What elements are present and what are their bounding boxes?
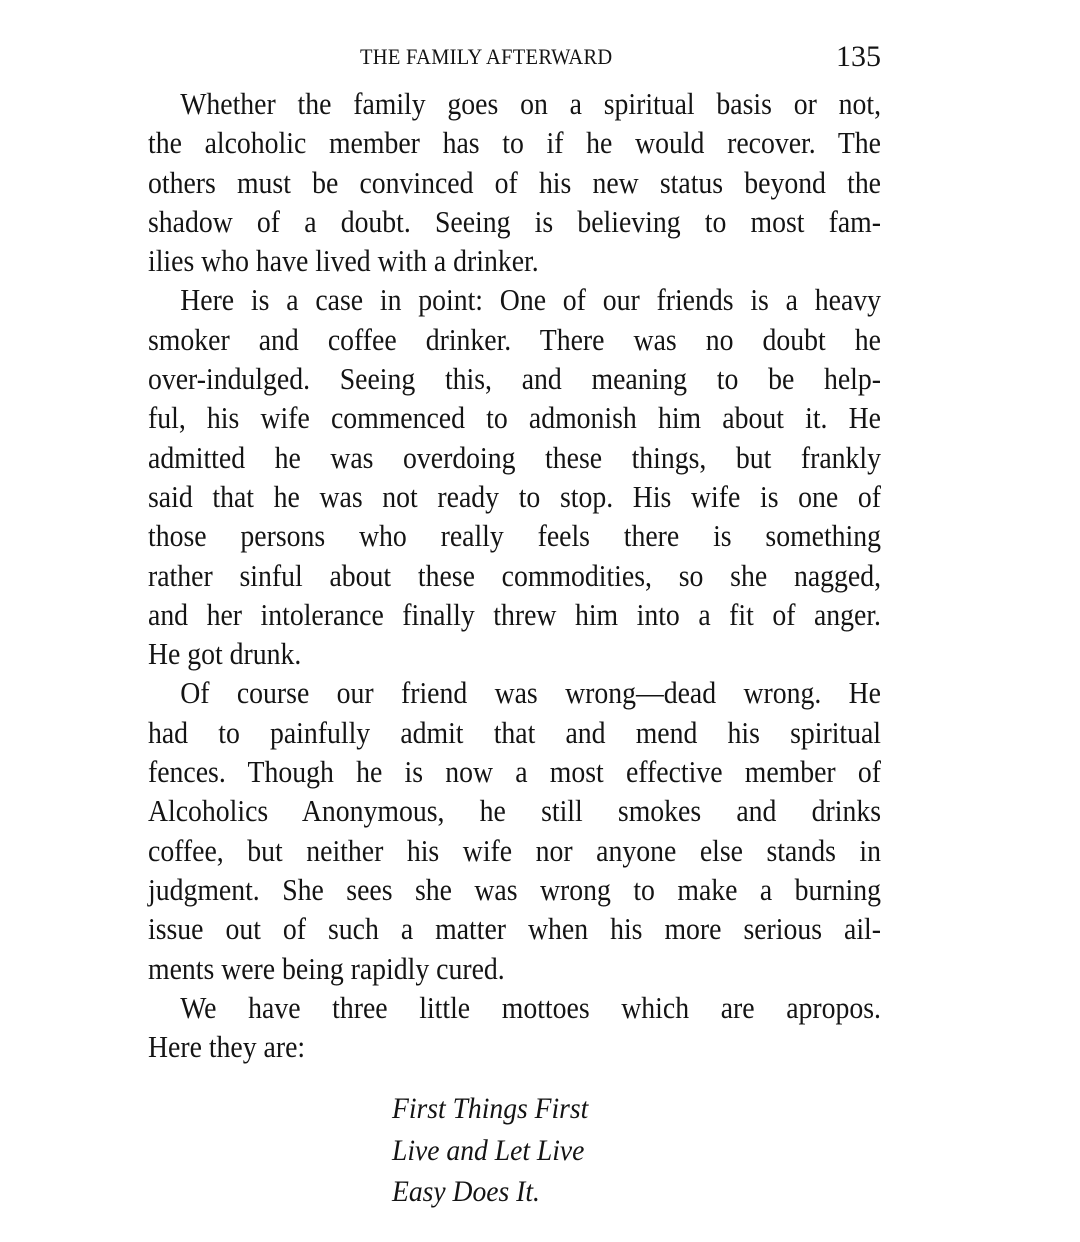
text-line: those persons who really feels there is something: [148, 518, 882, 554]
page-number: 135: [836, 40, 881, 73]
running-title: THE FAMILY AFTERWARD: [360, 44, 613, 69]
paragraph-4: [148, 988, 881, 1067]
text-line: judgment. She sees she was wrong to make a burning: [148, 871, 882, 907]
text-line: fences. Though he is now a most effective member of: [148, 754, 882, 790]
running-header: [148, 40, 881, 80]
text-line: others must be convinced of his new status beyond the: [148, 164, 882, 200]
mottoes-list: [392, 1088, 605, 1213]
text-line: issue out of such a matter when his more serious ail-: [148, 911, 882, 947]
text-line: Here they are:: [148, 1029, 306, 1065]
paragraph-3: [148, 673, 881, 987]
text-line: smoker and coffee drinker. There was no doubt he: [148, 321, 882, 357]
text-line: ful, his wife commenced to admonish him about it. He: [148, 400, 882, 436]
text-line: over-indulged. Seeing this, and meaning to be help-: [148, 361, 882, 397]
text-line: had to painfully admit that and mend his spiritual: [148, 714, 882, 750]
text-line: rather sinful about these commodities, so she nagged,: [148, 557, 882, 593]
text-line: Of course our friend was wrong—dead wrong. He: [180, 675, 882, 711]
text-line: and her intolerance finally threw him into a fit of anger.: [148, 596, 882, 632]
text-line: admitted he was overdoing these things, but frankly: [148, 439, 882, 475]
text-line: Alcoholics Anonymous, he still smokes and drinks: [148, 793, 882, 829]
motto: Easy Does It.: [392, 1175, 540, 1208]
text-line: ilies who have lived with a drinker.: [148, 243, 539, 279]
text-line: We have three little mottoes which are apropos.: [180, 989, 882, 1025]
text-line: Whether the family goes on a spiritual basis or not,: [180, 86, 882, 121]
text-line: ments were being rapidly cured.: [148, 950, 505, 986]
text-line: the alcoholic member has to if he would recover. The: [148, 125, 882, 161]
text-line: said that he was not ready to stop. His wife is one of: [148, 478, 882, 514]
text-line: shadow of a doubt. Seeing is believing to most fam-: [148, 203, 882, 239]
text-line: coffee, but neither his wife nor anyone else stands in: [148, 832, 882, 868]
body-text: [148, 84, 881, 1066]
motto: Live and Let Live: [392, 1133, 585, 1167]
text-line: He got drunk.: [148, 636, 302, 672]
text-line: Here is a case in point: One of our friends is a heavy: [180, 282, 882, 318]
paragraph-2: [148, 280, 881, 673]
motto: First Things First: [392, 1092, 589, 1125]
paragraph-1: [148, 84, 881, 280]
